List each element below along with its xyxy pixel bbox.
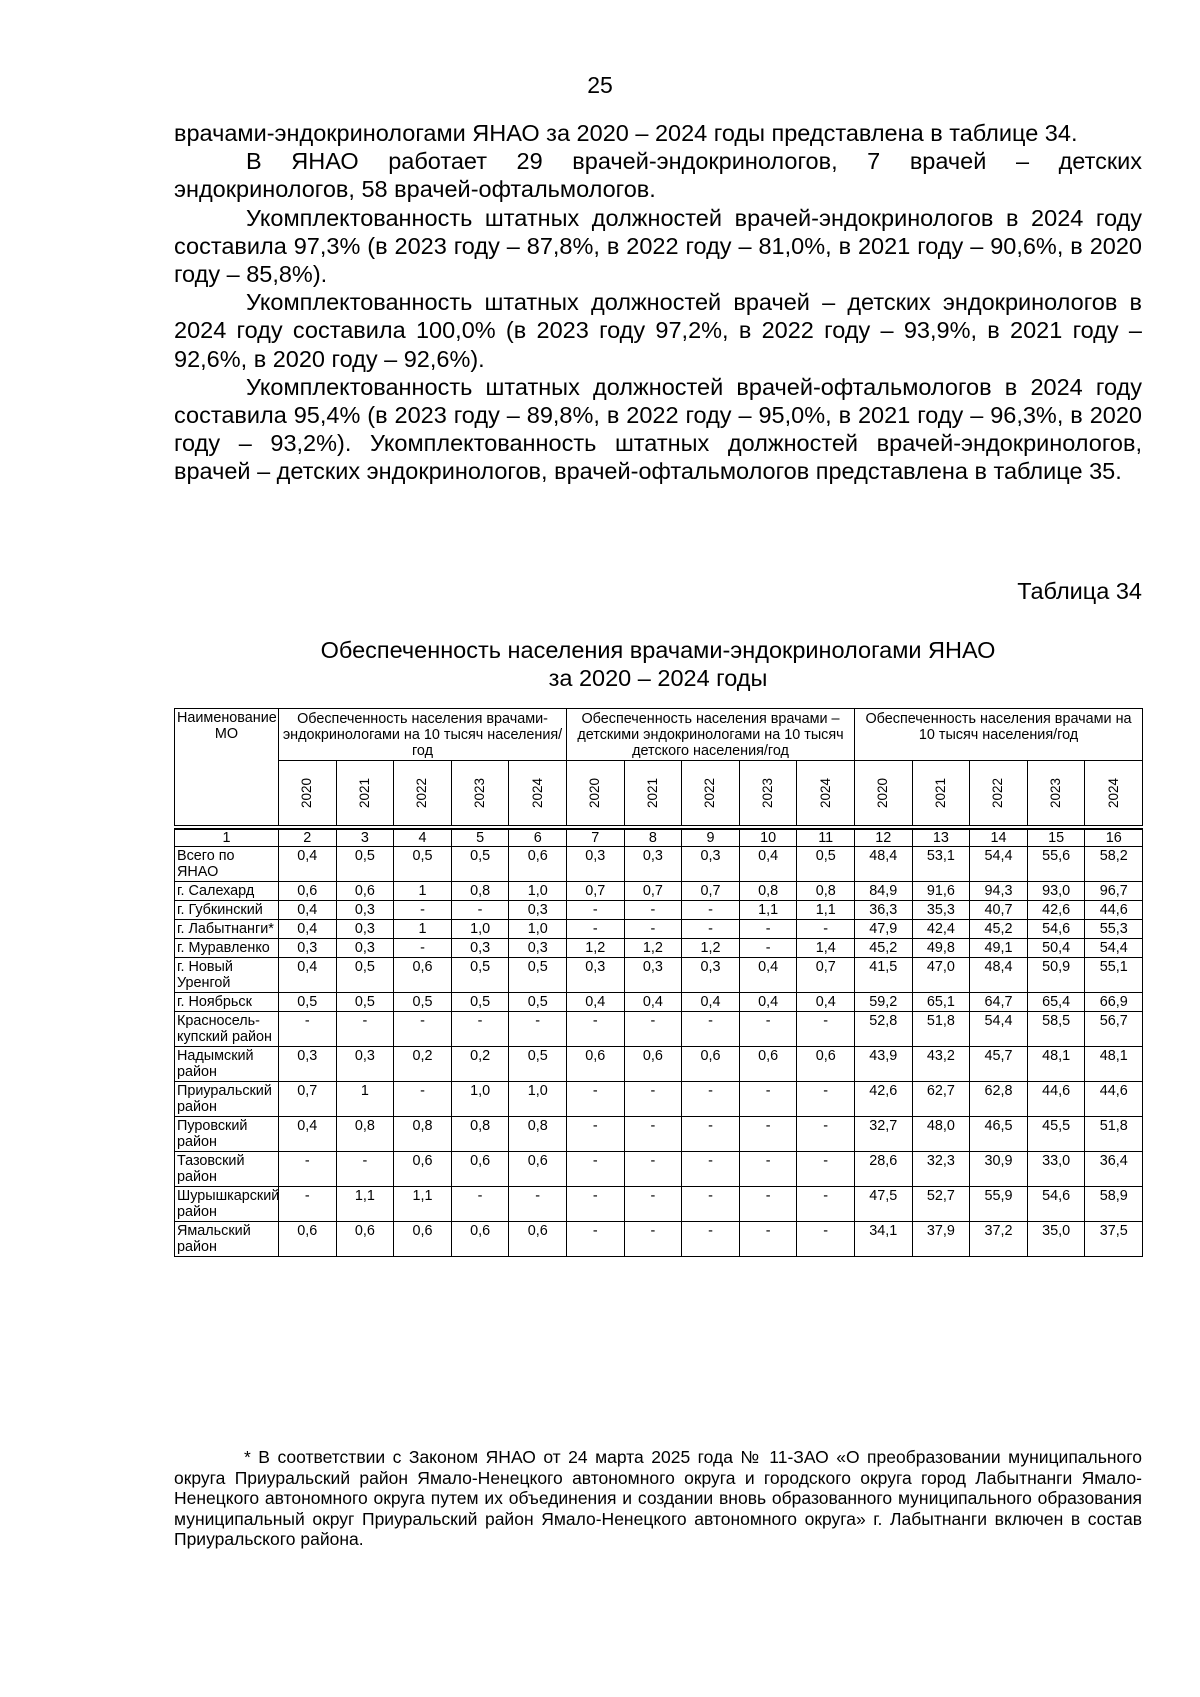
table-cell: 51,8 [1085,1117,1143,1152]
table-cell: 55,6 [1027,847,1085,882]
table-cell: 0,5 [279,993,337,1012]
table-cell: 0,6 [394,1222,452,1257]
table-cell: - [682,1187,740,1222]
table-cell: 53,1 [912,847,970,882]
table-cell: 47,0 [912,958,970,993]
table-cell: 32,3 [912,1152,970,1187]
table-cell: 0,3 [336,920,394,939]
table-cell: 0,4 [739,847,797,882]
table-cell: - [451,901,509,920]
table-cell: 50,9 [1027,958,1085,993]
year-header: 2020 [567,761,625,826]
table-cell: 35,3 [912,901,970,920]
table-cell: 1,2 [624,939,682,958]
table-cell: - [797,1012,855,1047]
table-cell: 0,7 [682,882,740,901]
table-cell: 0,3 [509,939,567,958]
table-cell: 52,8 [855,1012,913,1047]
table-cell: 54,4 [970,1012,1028,1047]
table-cell: - [624,1082,682,1117]
table-cell: - [567,1012,625,1047]
table-cell: 0,4 [797,993,855,1012]
table-cell: 0,7 [567,882,625,901]
table-header-row [175,709,1143,761]
table-cell: 1,1 [797,901,855,920]
table-cell: - [624,1117,682,1152]
table-cell: 45,2 [855,939,913,958]
table-cell: - [739,1152,797,1187]
table-cell: 0,6 [739,1047,797,1082]
table-cell: 0,5 [509,958,567,993]
column-number: 13 [912,829,970,847]
row-name: г. Лабытнанги* [175,920,279,939]
table-cell: 64,7 [970,993,1028,1012]
provision-table [174,708,1143,1257]
table-cell: 44,6 [1085,901,1143,920]
table-cell: 55,1 [1085,958,1143,993]
table-cell: 65,4 [1027,993,1085,1012]
year-header: 2023 [451,761,509,826]
table-cell: 0,6 [279,882,337,901]
table-cell: 28,6 [855,1152,913,1187]
table-cell: 42,6 [1027,901,1085,920]
table-cell: - [567,1152,625,1187]
table-cell: - [567,1187,625,1222]
table-cell: 1 [394,920,452,939]
table-cell: 1,0 [509,882,567,901]
table-cell: 1,1 [739,901,797,920]
table-cell: 0,3 [336,901,394,920]
table-cell: 94,3 [970,882,1028,901]
group-header-pediatric-endocrinologists: Обеспеченность населения врачами – детскими эндокринологами на 10 тысяч детского населения/год [567,709,855,761]
column-number: 10 [739,829,797,847]
table-cell: - [279,1012,337,1047]
year-header: 2022 [394,761,452,826]
table-cell: 0,3 [567,958,625,993]
table-cell: 54,6 [1027,920,1085,939]
table-cell: 0,3 [279,1047,337,1082]
table-cell: - [394,901,452,920]
table-cell: 0,3 [682,958,740,993]
row-name: Пуровский район [175,1117,279,1152]
column-numbers-row [175,829,1143,847]
table-cell: 34,1 [855,1222,913,1257]
table-cell: 0,5 [336,958,394,993]
column-header-name: Наименование МО [175,709,279,826]
table-cell: 0,8 [451,1117,509,1152]
table-cell: - [509,1187,567,1222]
table-row [175,958,1143,993]
table-cell: 0,6 [509,1222,567,1257]
table-cell: 0,6 [509,1152,567,1187]
table-cell: 0,2 [394,1047,452,1082]
row-name: Ямальский район [175,1222,279,1257]
table-cell: - [567,1222,625,1257]
table-cell: 46,5 [970,1117,1028,1152]
table-cell: 0,6 [336,1222,394,1257]
table-cell: 0,6 [567,1047,625,1082]
body-text [174,119,1142,486]
table-cell: 0,6 [394,958,452,993]
column-number: 8 [624,829,682,847]
column-number: 5 [451,829,509,847]
table-cell: - [336,1152,394,1187]
table-title-line: за 2020 – 2024 годы [548,665,768,691]
table-cell: 1,0 [509,1082,567,1117]
table-cell: 54,4 [1085,939,1143,958]
table-row [175,882,1143,901]
table-cell: 0,4 [279,920,337,939]
table-cell: - [682,920,740,939]
table-cell: 0,6 [451,1152,509,1187]
table-cell: 41,5 [855,958,913,993]
table-cell: 48,4 [970,958,1028,993]
table-cell: 48,1 [1085,1047,1143,1082]
table-cell: - [739,1012,797,1047]
table-cell: 45,5 [1027,1117,1085,1152]
paragraph: врачами-эндокринологами ЯНАО за 2020 – 2024 годы представлена в таблице 34. [174,120,1078,146]
table-cell: 0,3 [279,939,337,958]
table-cell: 33,0 [1027,1152,1085,1187]
table-cell: - [451,1012,509,1047]
table-cell: 47,5 [855,1187,913,1222]
table-cell: 0,5 [509,993,567,1012]
table-row [175,1117,1143,1152]
table-cell: - [624,901,682,920]
table-cell: 50,4 [1027,939,1085,958]
table-cell: - [624,920,682,939]
year-header: 2021 [912,761,970,826]
year-header: 2021 [624,761,682,826]
table-cell: 37,2 [970,1222,1028,1257]
table-cell: 1 [336,1082,394,1117]
column-number: 16 [1085,829,1143,847]
table-cell: 1,1 [336,1187,394,1222]
column-number: 9 [682,829,740,847]
table-cell: 1,4 [797,939,855,958]
table-cell: 65,1 [912,993,970,1012]
table-cell: - [797,1082,855,1117]
table-cell: 0,6 [624,1047,682,1082]
table-cell: 1,0 [509,920,567,939]
table-cell: 0,3 [336,1047,394,1082]
paragraph: Укомплектованность штатных должностей врачей – детских эндокринологов в 2024 году составила 100,0% (в 2023 году 97,2%, в 2022 году – 93,9%, в 2021 году – 92,6%, в 2020 году – 92,6%). [174,289,1142,372]
row-name: Тазовский район [175,1152,279,1187]
table-cell: 0,6 [682,1047,740,1082]
row-name: г. Губкинский [175,901,279,920]
table-cell: 32,7 [855,1117,913,1152]
table-cell: 36,4 [1085,1152,1143,1187]
table-cell: 49,8 [912,939,970,958]
table-cell: 1,1 [394,1187,452,1222]
table-cell: 0,5 [394,847,452,882]
table-cell: 0,4 [739,993,797,1012]
paragraph: Укомплектованность штатных должностей врачей-офтальмологов в 2024 году составила 95,4% (в 2023 году – 89,8%, в 2022 году – 95,0%, в 2021 году – 96,3%, в 2020 году – 93,2%). Укомплектованность штатных должностей врачей-эндокринологов, врачей – детских эндокринологов, врачей-офтальмологов представлена в таблице 35. [174,373,1142,485]
column-number: 14 [970,829,1028,847]
table-cell: 48,4 [855,847,913,882]
column-number: 12 [855,829,913,847]
table-cell: 0,5 [451,958,509,993]
column-number: 7 [567,829,625,847]
table-cell: - [682,1222,740,1257]
table-row [175,1047,1143,1082]
table-cell: 0,8 [797,882,855,901]
year-header: 2024 [509,761,567,826]
table-cell: 36,3 [855,901,913,920]
table-cell: - [739,1187,797,1222]
table-row [175,920,1143,939]
year-header: 2020 [279,761,337,826]
year-header: 2023 [1027,761,1085,826]
table-cell: 0,5 [797,847,855,882]
table-cell: 54,4 [970,847,1028,882]
table-cell: 30,9 [970,1152,1028,1187]
table-cell: 62,8 [970,1082,1028,1117]
table-cell: - [682,1082,740,1117]
table-cell: 1,0 [451,920,509,939]
column-number: 2 [279,829,337,847]
table-cell: 40,7 [970,901,1028,920]
year-header: 2022 [970,761,1028,826]
table-cell: 0,3 [509,901,567,920]
table-cell: 0,2 [451,1047,509,1082]
table-cell: 84,9 [855,882,913,901]
row-name: г. Муравленко [175,939,279,958]
page-number: 25 [587,72,613,98]
table-cell: - [451,1187,509,1222]
table-cell: - [567,1117,625,1152]
table-cell: - [739,939,797,958]
table-cell: - [567,920,625,939]
table-cell: 43,9 [855,1047,913,1082]
table-cell: - [567,1082,625,1117]
table-cell: 45,2 [970,920,1028,939]
table-cell: 66,9 [1085,993,1143,1012]
column-number: 6 [509,829,567,847]
table-cell: 0,7 [624,882,682,901]
row-name: г. Ноябрьск [175,993,279,1012]
table-title [174,636,1142,692]
table-cell: - [624,1222,682,1257]
table-cell: 0,4 [279,1117,337,1152]
table-cell: 35,0 [1027,1222,1085,1257]
table-cell: 0,3 [451,939,509,958]
table-cell: 0,7 [797,958,855,993]
table-cell: 0,6 [797,1047,855,1082]
year-header: 2024 [1085,761,1143,826]
table-cell: 0,4 [739,958,797,993]
paragraph: Укомплектованность штатных должностей врачей-эндокринологов в 2024 году составила 97,3% (в 2023 году – 87,8%, в 2022 году – 81,0%, в 2021 году – 90,6%, в 2020 году – 85,8%). [174,204,1142,288]
table-cell: 0,3 [682,847,740,882]
table-label: Таблица 34 [1017,578,1142,604]
table-cell: 45,7 [970,1047,1028,1082]
table-cell: 52,7 [912,1187,970,1222]
table-cell: - [682,1117,740,1152]
table-cell: - [682,1012,740,1047]
table-row [175,847,1143,882]
year-header-row [175,761,1143,826]
table-cell: 58,2 [1085,847,1143,882]
table-cell: 37,5 [1085,1222,1143,1257]
table-row [175,993,1143,1012]
table-cell: 0,6 [394,1152,452,1187]
table-cell: 0,8 [739,882,797,901]
year-header: 2024 [797,761,855,826]
table-cell: 0,4 [279,847,337,882]
table-cell: 0,6 [509,847,567,882]
table-cell: 55,3 [1085,920,1143,939]
table-cell: 1,2 [682,939,740,958]
table-cell: - [739,920,797,939]
table-cell: 62,7 [912,1082,970,1117]
table-cell: - [394,1012,452,1047]
column-number: 11 [797,829,855,847]
table-cell: - [739,1222,797,1257]
row-name: Надымский район [175,1047,279,1082]
table-cell: 0,3 [336,939,394,958]
table-cell: 0,3 [567,847,625,882]
table-cell: - [739,1082,797,1117]
table-cell: - [682,1152,740,1187]
table-cell: 0,4 [279,958,337,993]
paragraph: В ЯНАО работает 29 врачей-эндокринологов, 7 врачей – детских эндокринологов, 58 врачей-офтальмологов. [174,148,1142,203]
column-number: 3 [336,829,394,847]
table-cell: - [509,1012,567,1047]
table-cell: - [567,901,625,920]
table-cell: 96,7 [1085,882,1143,901]
table-cell: 0,4 [624,993,682,1012]
table-cell: 0,6 [451,1222,509,1257]
table-title-line: Обеспеченность населения врачами-эндокринологами ЯНАО [320,637,996,663]
table-cell: 0,4 [567,993,625,1012]
row-name: г. Новый Уренгой [175,958,279,993]
table-cell: - [394,1082,452,1117]
table-cell: 58,5 [1027,1012,1085,1047]
table-cell: - [797,920,855,939]
table-cell: 47,9 [855,920,913,939]
table-cell: 0,5 [451,993,509,1012]
table-cell: 0,5 [451,847,509,882]
table-row [175,1082,1143,1117]
table-cell: - [624,1152,682,1187]
table-cell: 0,5 [509,1047,567,1082]
row-name: Красносель- купский район [175,1012,279,1047]
table-cell: 54,6 [1027,1187,1085,1222]
table-cell: 0,8 [451,882,509,901]
table-cell: 42,4 [912,920,970,939]
year-header: 2023 [739,761,797,826]
table-cell: 49,1 [970,939,1028,958]
year-header: 2022 [682,761,740,826]
column-number: 1 [175,829,279,847]
row-name: г. Салехард [175,882,279,901]
table-cell: - [797,1152,855,1187]
table-cell: 1 [394,882,452,901]
table-cell: 56,7 [1085,1012,1143,1047]
row-name: Приуральский район [175,1082,279,1117]
table-row [175,1152,1143,1187]
table-cell: 44,6 [1027,1082,1085,1117]
table-cell: 1,0 [451,1082,509,1117]
table-cell: 44,6 [1085,1082,1143,1117]
table-cell: 0,4 [279,901,337,920]
table-cell: 0,8 [336,1117,394,1152]
table-row [175,1012,1143,1047]
table-cell: 58,9 [1085,1187,1143,1222]
table-cell: 0,5 [394,993,452,1012]
table-cell: 0,6 [336,882,394,901]
column-number: 15 [1027,829,1085,847]
table-cell: - [797,1187,855,1222]
table-cell: 0,3 [624,847,682,882]
table-cell: - [336,1012,394,1047]
table-cell: 0,8 [509,1117,567,1152]
group-header-endocrinologists: Обеспеченность населения врачами-эндокринологами на 10 тысяч населения/год [279,709,567,761]
table-cell: 59,2 [855,993,913,1012]
table-row [175,1187,1143,1222]
table-cell: - [682,901,740,920]
table-cell: 1,2 [567,939,625,958]
table-cell: - [624,1187,682,1222]
table-cell: 43,2 [912,1047,970,1082]
table-row [175,1222,1143,1257]
table-cell: 0,5 [336,847,394,882]
table-cell: 37,9 [912,1222,970,1257]
table-cell: - [279,1152,337,1187]
table-cell: 42,6 [855,1082,913,1117]
table-cell: - [279,1187,337,1222]
table-cell: 91,6 [912,882,970,901]
row-name: Шурышкарский район [175,1187,279,1222]
table-cell: - [797,1222,855,1257]
table-cell: 0,4 [682,993,740,1012]
group-header-all-doctors: Обеспеченность населения врачами на 10 тысяч населения/год [855,709,1143,761]
year-header: 2020 [855,761,913,826]
table-cell: 0,5 [336,993,394,1012]
table-cell: 0,6 [279,1222,337,1257]
table-cell: - [394,939,452,958]
footnote: * В соответствии с Законом ЯНАО от 24 марта 2025 года № 11-ЗАО «О преобразовании муниципального округа Приуральский район Ямало-Ненецкого автономного округа и городского округа город Лабытнанги Ямало-Ненецкого автономного округа путем их объединения и создании вновь образованного муниципального образования муниципальный округ Приуральский район Ямало-Ненецкого автономного округа» г. Лабытнанги включен в состав Приуральского района. [174,1447,1142,1549]
table-cell: - [624,1012,682,1047]
table-cell: - [739,1117,797,1152]
year-header: 2021 [336,761,394,826]
table-cell: 0,7 [279,1082,337,1117]
table-cell: 55,9 [970,1187,1028,1222]
table-row [175,901,1143,920]
row-name: Всего по ЯНАО [175,847,279,882]
table-cell: - [797,1117,855,1152]
table-cell: 0,8 [394,1117,452,1152]
table-cell: 51,8 [912,1012,970,1047]
column-number: 4 [394,829,452,847]
table-cell: 93,0 [1027,882,1085,901]
table-cell: 48,0 [912,1117,970,1152]
table-row [175,939,1143,958]
table-cell: 48,1 [1027,1047,1085,1082]
table-cell: 0,3 [624,958,682,993]
